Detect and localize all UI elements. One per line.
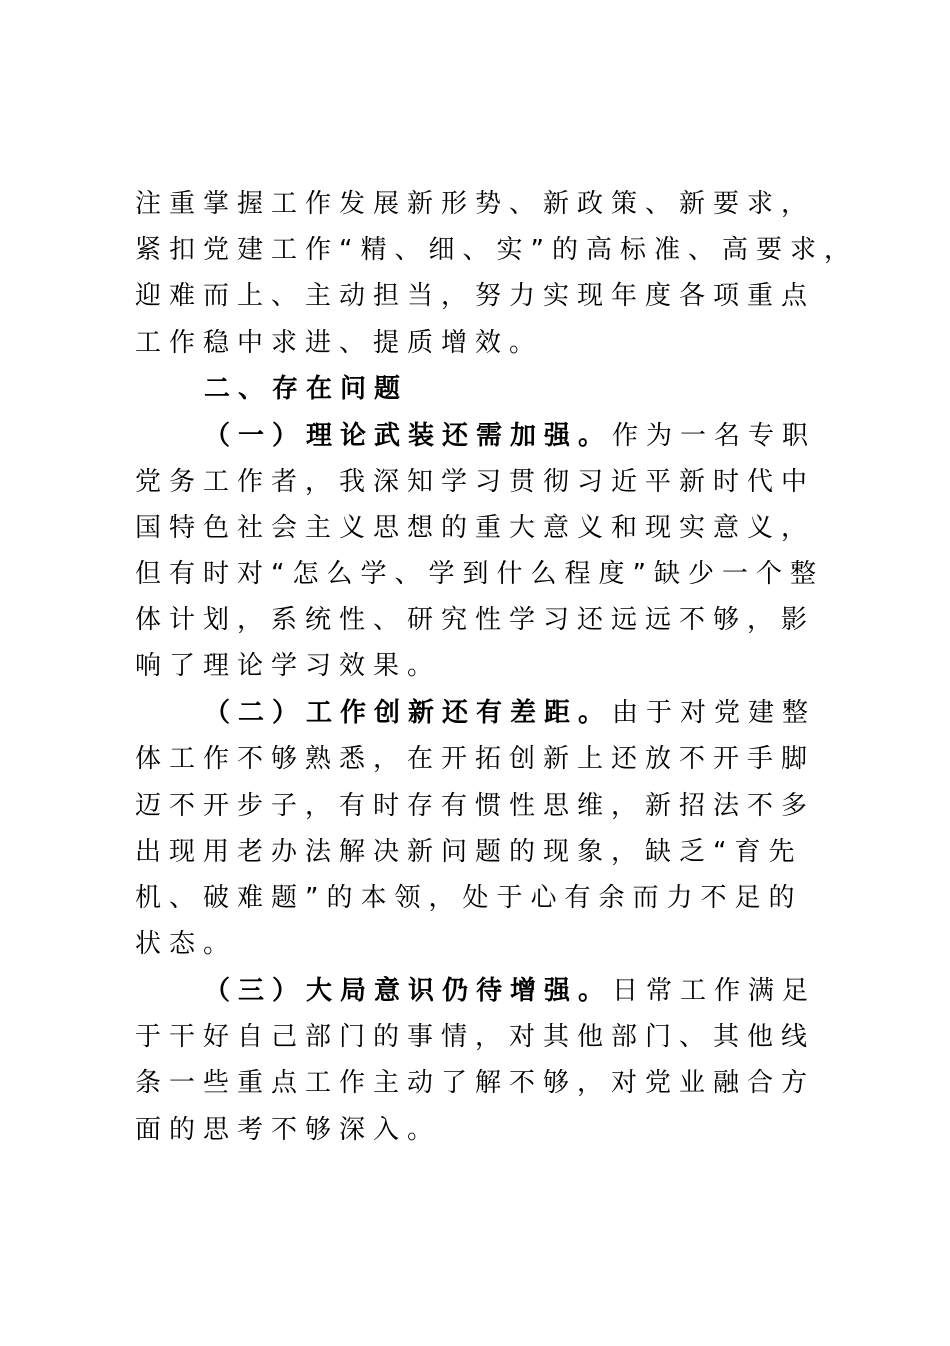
intro-line-2: 紧扣党建工作“精、细、实”的高标准、高要求， <box>135 235 858 265</box>
problem-2-line-6: 状态。 <box>135 929 238 959</box>
problem-1-first-line <box>204 413 816 459</box>
problem-2-line-3: 迈不开步子，有时存有惯性思维，新招法不多 <box>135 791 816 821</box>
problem-3-title: （三）大局意识仍待增强。 <box>204 976 613 1006</box>
problem-1-first-line-text: 作为一名专职 <box>612 421 817 451</box>
problem-2-first-line-text: 由于对党建整 <box>612 698 817 728</box>
problem-3-line-4: 面的思考不够深入。 <box>135 1115 442 1145</box>
problem-3-line-3: 条一些重点工作主动了解不够，对党业融合方 <box>135 1068 816 1098</box>
problem-3-line-2: 于干好自己部门的事情，对其他部门、其他线 <box>135 1022 816 1052</box>
problem-1-line-3: 国特色社会主义思想的重大意义和现实意义， <box>135 513 816 543</box>
problem-2-line-5: 机、破难题”的本领，处于心有余而力不足的 <box>135 883 803 913</box>
problem-1-line-5: 体计划，系统性、研究性学习还远远不够，影 <box>135 605 816 635</box>
problem-1-line-6: 响了理论学习效果。 <box>135 651 442 681</box>
problem-1-title: （一）理论武装还需加强。 <box>204 421 613 451</box>
problem-3-first-line <box>204 968 816 1014</box>
section-heading: 二、存在问题 <box>204 374 409 404</box>
problem-2-title: （二）工作创新还有差距。 <box>204 698 613 728</box>
problem-1-line-2: 党务工作者，我深知学习贯彻习近平新时代中 <box>135 467 816 497</box>
intro-line-3: 迎难而上、主动担当，努力实现年度各项重点 <box>135 281 816 311</box>
problem-2-line-4: 出现用老办法解决新问题的现象，缺乏“育先 <box>135 837 803 867</box>
intro-line-4: 工作稳中求进、提质增效。 <box>135 328 544 358</box>
intro-line-1: 注重掌握工作发展新形势、新政策、新要求， <box>135 189 816 219</box>
problem-1-line-4: 但有时对“怎么学、学到什么程度”缺少一个整 <box>135 559 824 589</box>
problem-2-first-line <box>204 690 816 736</box>
problem-2-line-2: 体工作不够熟悉，在开拓创新上还放不开手脚 <box>135 744 816 774</box>
problem-3-first-line-text: 日常工作满足 <box>612 976 817 1006</box>
